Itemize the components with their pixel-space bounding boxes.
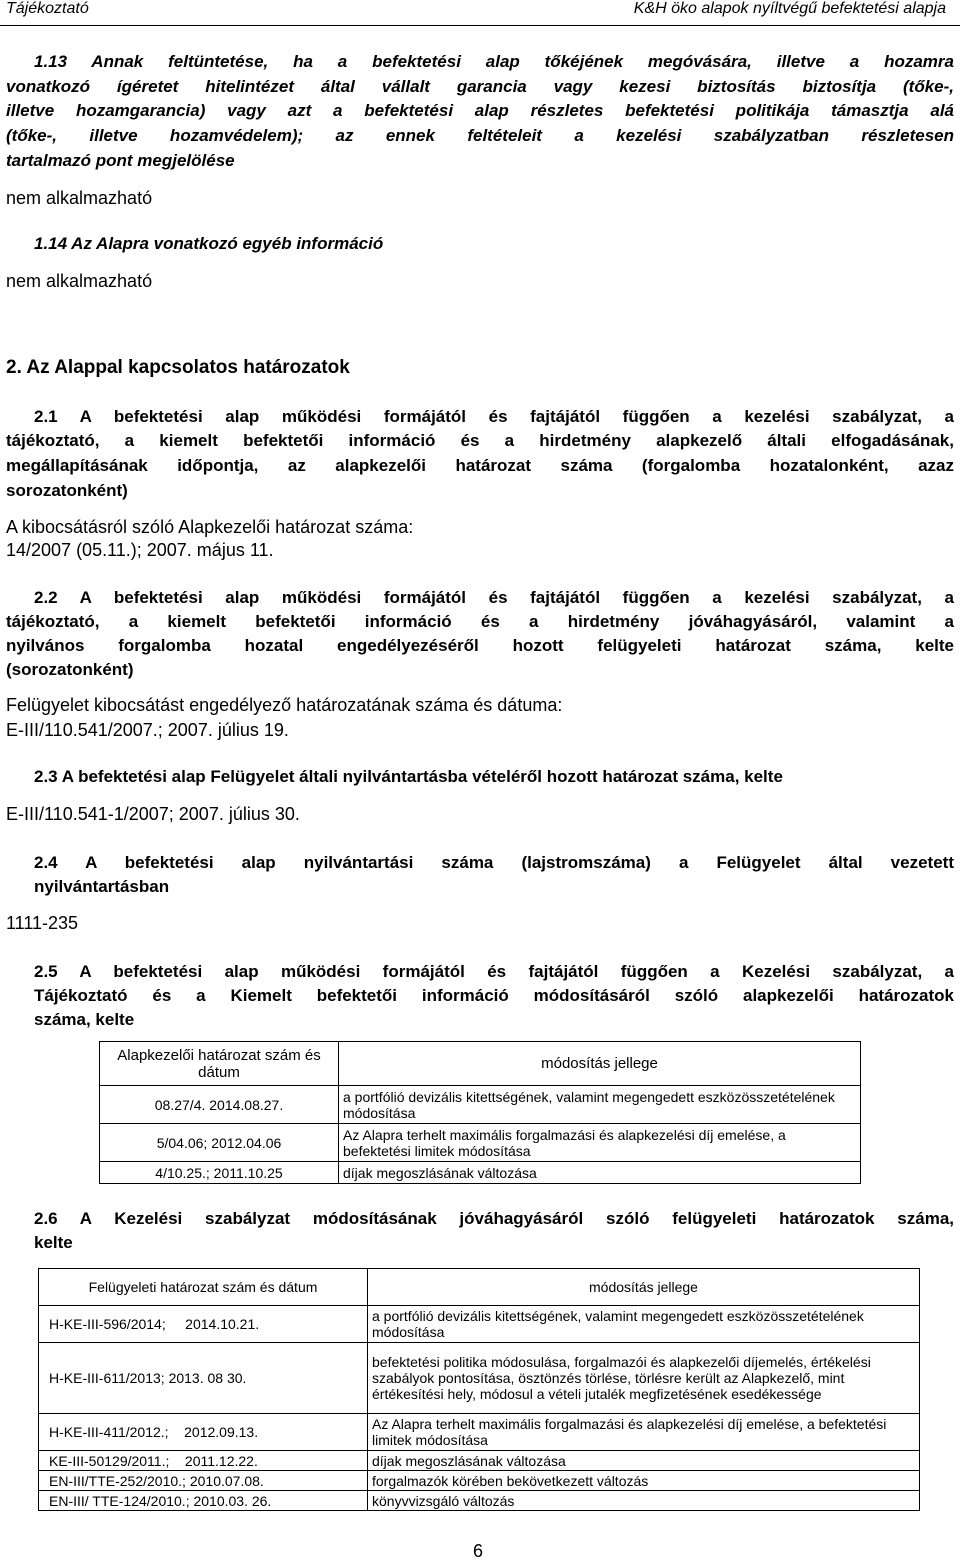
s2-1-line-1: 2.1 A befektetési alap működési formájától és fajtájától függően a kezelési szabályzat, a — [34, 407, 954, 426]
s2-5-line-1: 2.5 A befektetési alap működési formájától és fajtájától függően a Kezelési szabályzat, a — [34, 962, 954, 981]
table-cell: EN-III/ TTE-124/2010.; 2010.03. 26. — [39, 1491, 368, 1511]
s2-2-value: E-III/110.541/2007.; 2007. július 19. — [6, 720, 289, 740]
header-right: K&H öko alapok nyíltvégű befektetési alapja — [633, 0, 946, 17]
table-row — [39, 1343, 920, 1414]
table-cell: H-KE-III-596/2014; 2014.10.21. — [39, 1306, 368, 1343]
table-row — [39, 1451, 920, 1471]
s2-1-label: A kibocsátásról szóló Alapkezelői határozat száma: — [6, 517, 414, 537]
s2-6-table — [38, 1268, 920, 1511]
table-cell: könyvvizsgáló változás — [368, 1491, 920, 1511]
s2-1-line-4: sorozatonként) — [6, 481, 128, 500]
s1-13-line-4: (tőke-, illetve hozamvédelem); az ennek feltételeit a kezelési szabályzatban részletesen — [6, 126, 954, 145]
s2-2-line-4: (sorozatonként) — [6, 660, 134, 679]
s1-13-line-5: tartalmazó pont megjelölése — [6, 151, 235, 170]
table-row — [39, 1471, 920, 1491]
table-cell: KE-III-50129/2011.; 2011.12.22. — [39, 1451, 368, 1471]
s2-6-line-2: kelte — [34, 1233, 73, 1252]
table-row — [39, 1306, 920, 1343]
s2-1-value: 14/2007 (05.11.); 2007. május 11. — [6, 540, 274, 560]
table-cell: H-KE-III-611/2013; 2013. 08 30. — [39, 1343, 368, 1414]
table-header-row — [100, 1042, 861, 1086]
s1-13-value: nem alkalmazható — [6, 188, 153, 208]
table-cell: forgalmazók körében bekövetkezett változás — [368, 1471, 920, 1491]
table-cell: 08.27/4. 2014.08.27. — [100, 1086, 339, 1124]
s2-2-line-3: nyilvános forgalomba hozatal engedélyezéséről hozott felügyeleti határozat száma, kelte — [6, 636, 954, 655]
table-cell: Az Alapra terhelt maximális forgalmazási és alapkezelési díj emelése, a befektetési limitek módosítása — [339, 1124, 861, 1162]
header-rule — [0, 25, 960, 26]
column-header: Alapkezelői határozat szám és dátum — [100, 1042, 339, 1086]
s2-1-line-2: tájékoztató, a kiemelt befektetői információ és a hirdetmény alapkezelő általi elfogadásának, — [6, 431, 954, 450]
s2-3-title: 2.3 A befektetési alap Felügyelet általi nyilvántartásba vételéről hozott határozat száma, kelte — [34, 767, 783, 786]
s1-14-title: 1.14 Az Alapra vonatkozó egyéb információ — [34, 234, 384, 253]
s2-1-line-3: megállapításának időpontja, az alapkezelői határozat száma (forgalomba hozatalonként, azaz — [6, 456, 954, 475]
table-row — [100, 1162, 861, 1184]
table-row — [39, 1491, 920, 1511]
s2-5-line-2: Tájékoztató és a Kiemelt befektetői információ módosításáról szóló alapkezelői határozatok — [34, 986, 954, 1005]
s2-title: 2. Az Alappal kapcsolatos határozatok — [6, 357, 350, 378]
s2-2-line-2: tájékoztató, a kiemelt befektetői információ és a hirdetmény jóváhagyásáról, valamint a — [6, 612, 954, 631]
s2-5-table — [99, 1041, 861, 1184]
column-header: Felügyeleti határozat szám és dátum — [39, 1269, 368, 1306]
s2-4-value: 1111-235 — [6, 913, 79, 933]
table-cell: díjak megoszlásának változása — [339, 1162, 861, 1184]
table-cell: 4/10.25.; 2011.10.25 — [100, 1162, 339, 1184]
s1-13-line-1: 1.13 Annak feltüntetése, ha a befektetési alap tőkéjének megóvására, illetve a hozamra — [34, 52, 954, 71]
table-header-row — [39, 1269, 920, 1306]
table-cell: 5/04.06; 2012.04.06 — [100, 1124, 339, 1162]
s1-13-line-2: vonatkozó ígéretet hitelintézet által vállalt garancia vagy kezesi biztosítás biztosítja (tőke-, — [6, 77, 954, 96]
s1-14-value: nem alkalmazható — [6, 271, 153, 291]
column-header: módosítás jellege — [368, 1269, 920, 1306]
s2-4-line-2: nyilvántartásban — [34, 877, 170, 896]
page-number: 6 — [473, 1541, 484, 1561]
s2-6-line-1: 2.6 A Kezelési szabályzat módosításának jóváhagyásáról szóló felügyeleti határozatok száma, — [34, 1209, 954, 1228]
s2-4-line-1: 2.4 A befektetési alap nyilvántartási száma (lajstromszáma) a Felügyelet által vezetett — [34, 853, 954, 872]
table-cell: a portfólió devizális kitettségének, valamint megengedett eszközösszetételének módosítása — [368, 1306, 920, 1343]
s2-3-value: E-III/110.541-1/2007; 2007. július 30. — [6, 804, 300, 824]
s2-2-label: Felügyelet kibocsátást engedélyező határozatának száma és dátuma: — [6, 695, 563, 715]
table-cell: H-KE-III-411/2012.; 2012.09.13. — [39, 1414, 368, 1451]
table-cell: Az Alapra terhelt maximális forgalmazási és alapkezelési díj emelése, a befektetési limitek módosítása — [368, 1414, 920, 1451]
table-cell: EN-III/TTE-252/2010.; 2010.07.08. — [39, 1471, 368, 1491]
header-left: Tájékoztató — [6, 0, 89, 17]
table-row — [100, 1124, 861, 1162]
table-row — [39, 1414, 920, 1451]
column-header: módosítás jellege — [339, 1042, 861, 1086]
table-cell: díjak megoszlásának változása — [368, 1451, 920, 1471]
s2-2-line-1: 2.2 A befektetési alap működési formájától és fajtájától függően a kezelési szabályzat, a — [34, 588, 954, 607]
table-cell: befektetési politika módosulása, forgalmazói és alapkezelői díjemelés, értékelési szabályok pontosítása, ösztönzés törlése, törlésre került az Alapkezelő, mint értékesítési hely, módosul a vételi jutalék megfizetésének esedékessége — [368, 1343, 920, 1414]
table-cell: a portfólió devizális kitettségének, valamint megengedett eszközösszetételének módosítása — [339, 1086, 861, 1124]
s2-5-line-3: száma, kelte — [34, 1010, 135, 1029]
table-row — [100, 1086, 861, 1124]
s1-13-line-3: illetve hozamgarancia) vagy azt a befektetési alap részletes befektetési politikája támasztja alá — [6, 101, 954, 120]
